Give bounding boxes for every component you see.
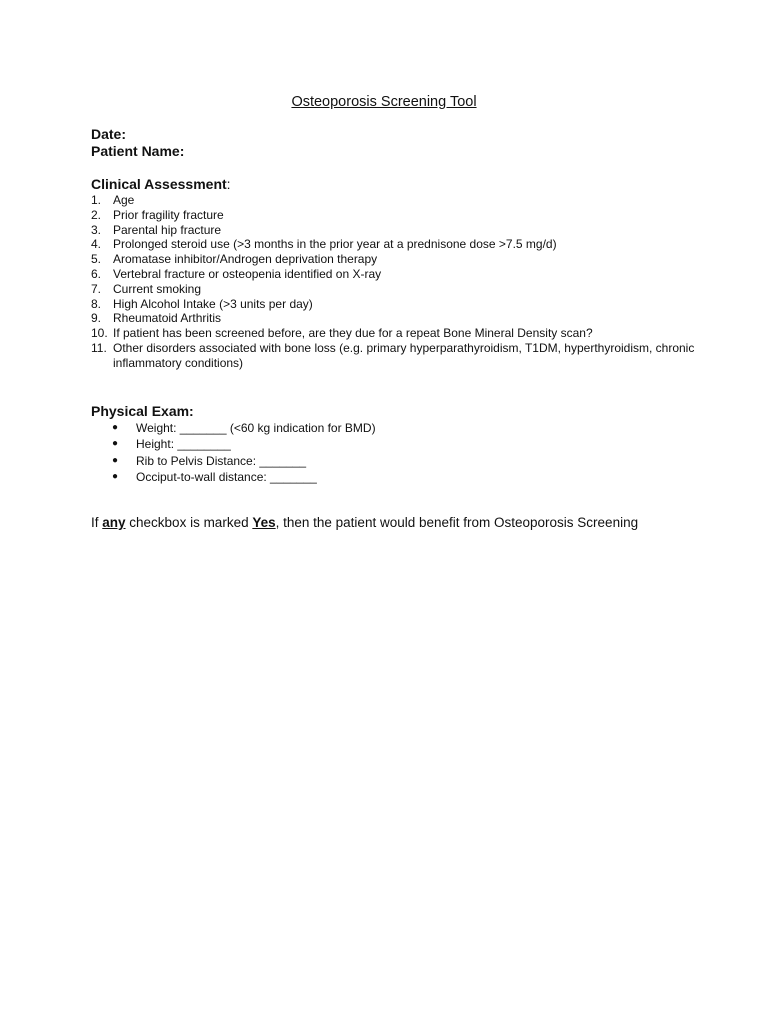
list-item [112, 436, 376, 452]
list-item-number: 8. [91, 296, 102, 311]
list-item-number: 3. [91, 222, 102, 237]
patient-name-label: Patient Name: [91, 143, 185, 159]
list-item-text: Prolonged steroid use (>3 months in the prior year at a prednisone dose >7.5 mg/d) [113, 237, 557, 252]
clinical-assessment-heading-colon: : [226, 176, 231, 192]
list-item-text: Rib to Pelvis Distance: _______ [136, 453, 307, 468]
list-item [91, 193, 711, 208]
list-item-number: 5. [91, 252, 102, 267]
list-item [91, 326, 711, 341]
date-label: Date: [91, 126, 127, 142]
list-item-text: Other disorders associated with bone loss (e.g. primary hyperparathyroidism, T1DM, hyperthyroidism, chronic inflammatory conditions) [113, 340, 695, 370]
physical-exam-list [112, 420, 376, 485]
footer-note-text: If [91, 515, 103, 530]
clinical-assessment-heading-text: Clinical Assessment [91, 176, 227, 192]
list-item [91, 252, 711, 267]
clinical-assessment-list [91, 193, 711, 371]
list-item-number: 4. [91, 237, 102, 252]
list-item [112, 420, 376, 436]
list-item [91, 267, 711, 282]
list-item-number: 11. [91, 340, 107, 355]
footer-note-emphasis-yes: Yes [252, 515, 276, 530]
list-item-text: Age [113, 193, 135, 207]
footer-note-text: , then the patient would benefit from Osteoporosis Screening [275, 515, 639, 530]
list-item [91, 311, 711, 326]
list-item-number: 6. [91, 266, 102, 281]
list-item-number: 7. [91, 281, 102, 296]
list-item-text: If patient has been screened before, are they due for a repeat Bone Mineral Density scan? [113, 326, 593, 341]
list-item [112, 453, 376, 469]
footer-note [91, 515, 638, 530]
list-item [91, 341, 711, 371]
bullet-icon: ● [112, 422, 119, 433]
physical-exam-heading: Physical Exam: [91, 403, 194, 419]
list-item [91, 208, 711, 223]
list-item-text: Parental hip fracture [113, 222, 222, 237]
list-item [91, 297, 711, 312]
footer-note-text: checkbox is marked [125, 515, 253, 530]
list-item-text: Rheumatoid Arthritis [113, 311, 222, 326]
bullet-icon: ● [112, 454, 119, 466]
list-item-number: 1. [91, 193, 102, 207]
list-item [112, 469, 376, 485]
list-item-number: 10. [91, 326, 108, 341]
list-item-text: Aromatase inhibitor/Androgen deprivation therapy [113, 252, 378, 267]
bullet-icon: ● [112, 438, 119, 450]
list-item [91, 237, 711, 252]
list-item-text: High Alcohol Intake (>3 units per day) [113, 296, 313, 311]
clinical-assessment-heading [91, 176, 231, 192]
page-title: Osteoporosis Screening Tool [291, 94, 477, 110]
list-item-text: Occiput-to-wall distance: _______ [136, 469, 317, 484]
list-item [91, 282, 711, 297]
list-item-text: Current smoking [113, 281, 202, 296]
list-item [91, 223, 711, 238]
list-item-text: Height: ________ [136, 437, 231, 452]
list-item-text: Prior fragility fracture [113, 207, 224, 222]
list-item-number: 2. [91, 207, 102, 222]
bullet-icon: ● [112, 470, 119, 482]
list-item-text: Weight: _______ (<60 kg indication for BMD) [136, 421, 376, 435]
footer-note-emphasis-any: any [102, 515, 126, 530]
list-item-number: 9. [91, 311, 102, 326]
list-item-text: Vertebral fracture or osteopenia identified on X-ray [113, 266, 382, 281]
